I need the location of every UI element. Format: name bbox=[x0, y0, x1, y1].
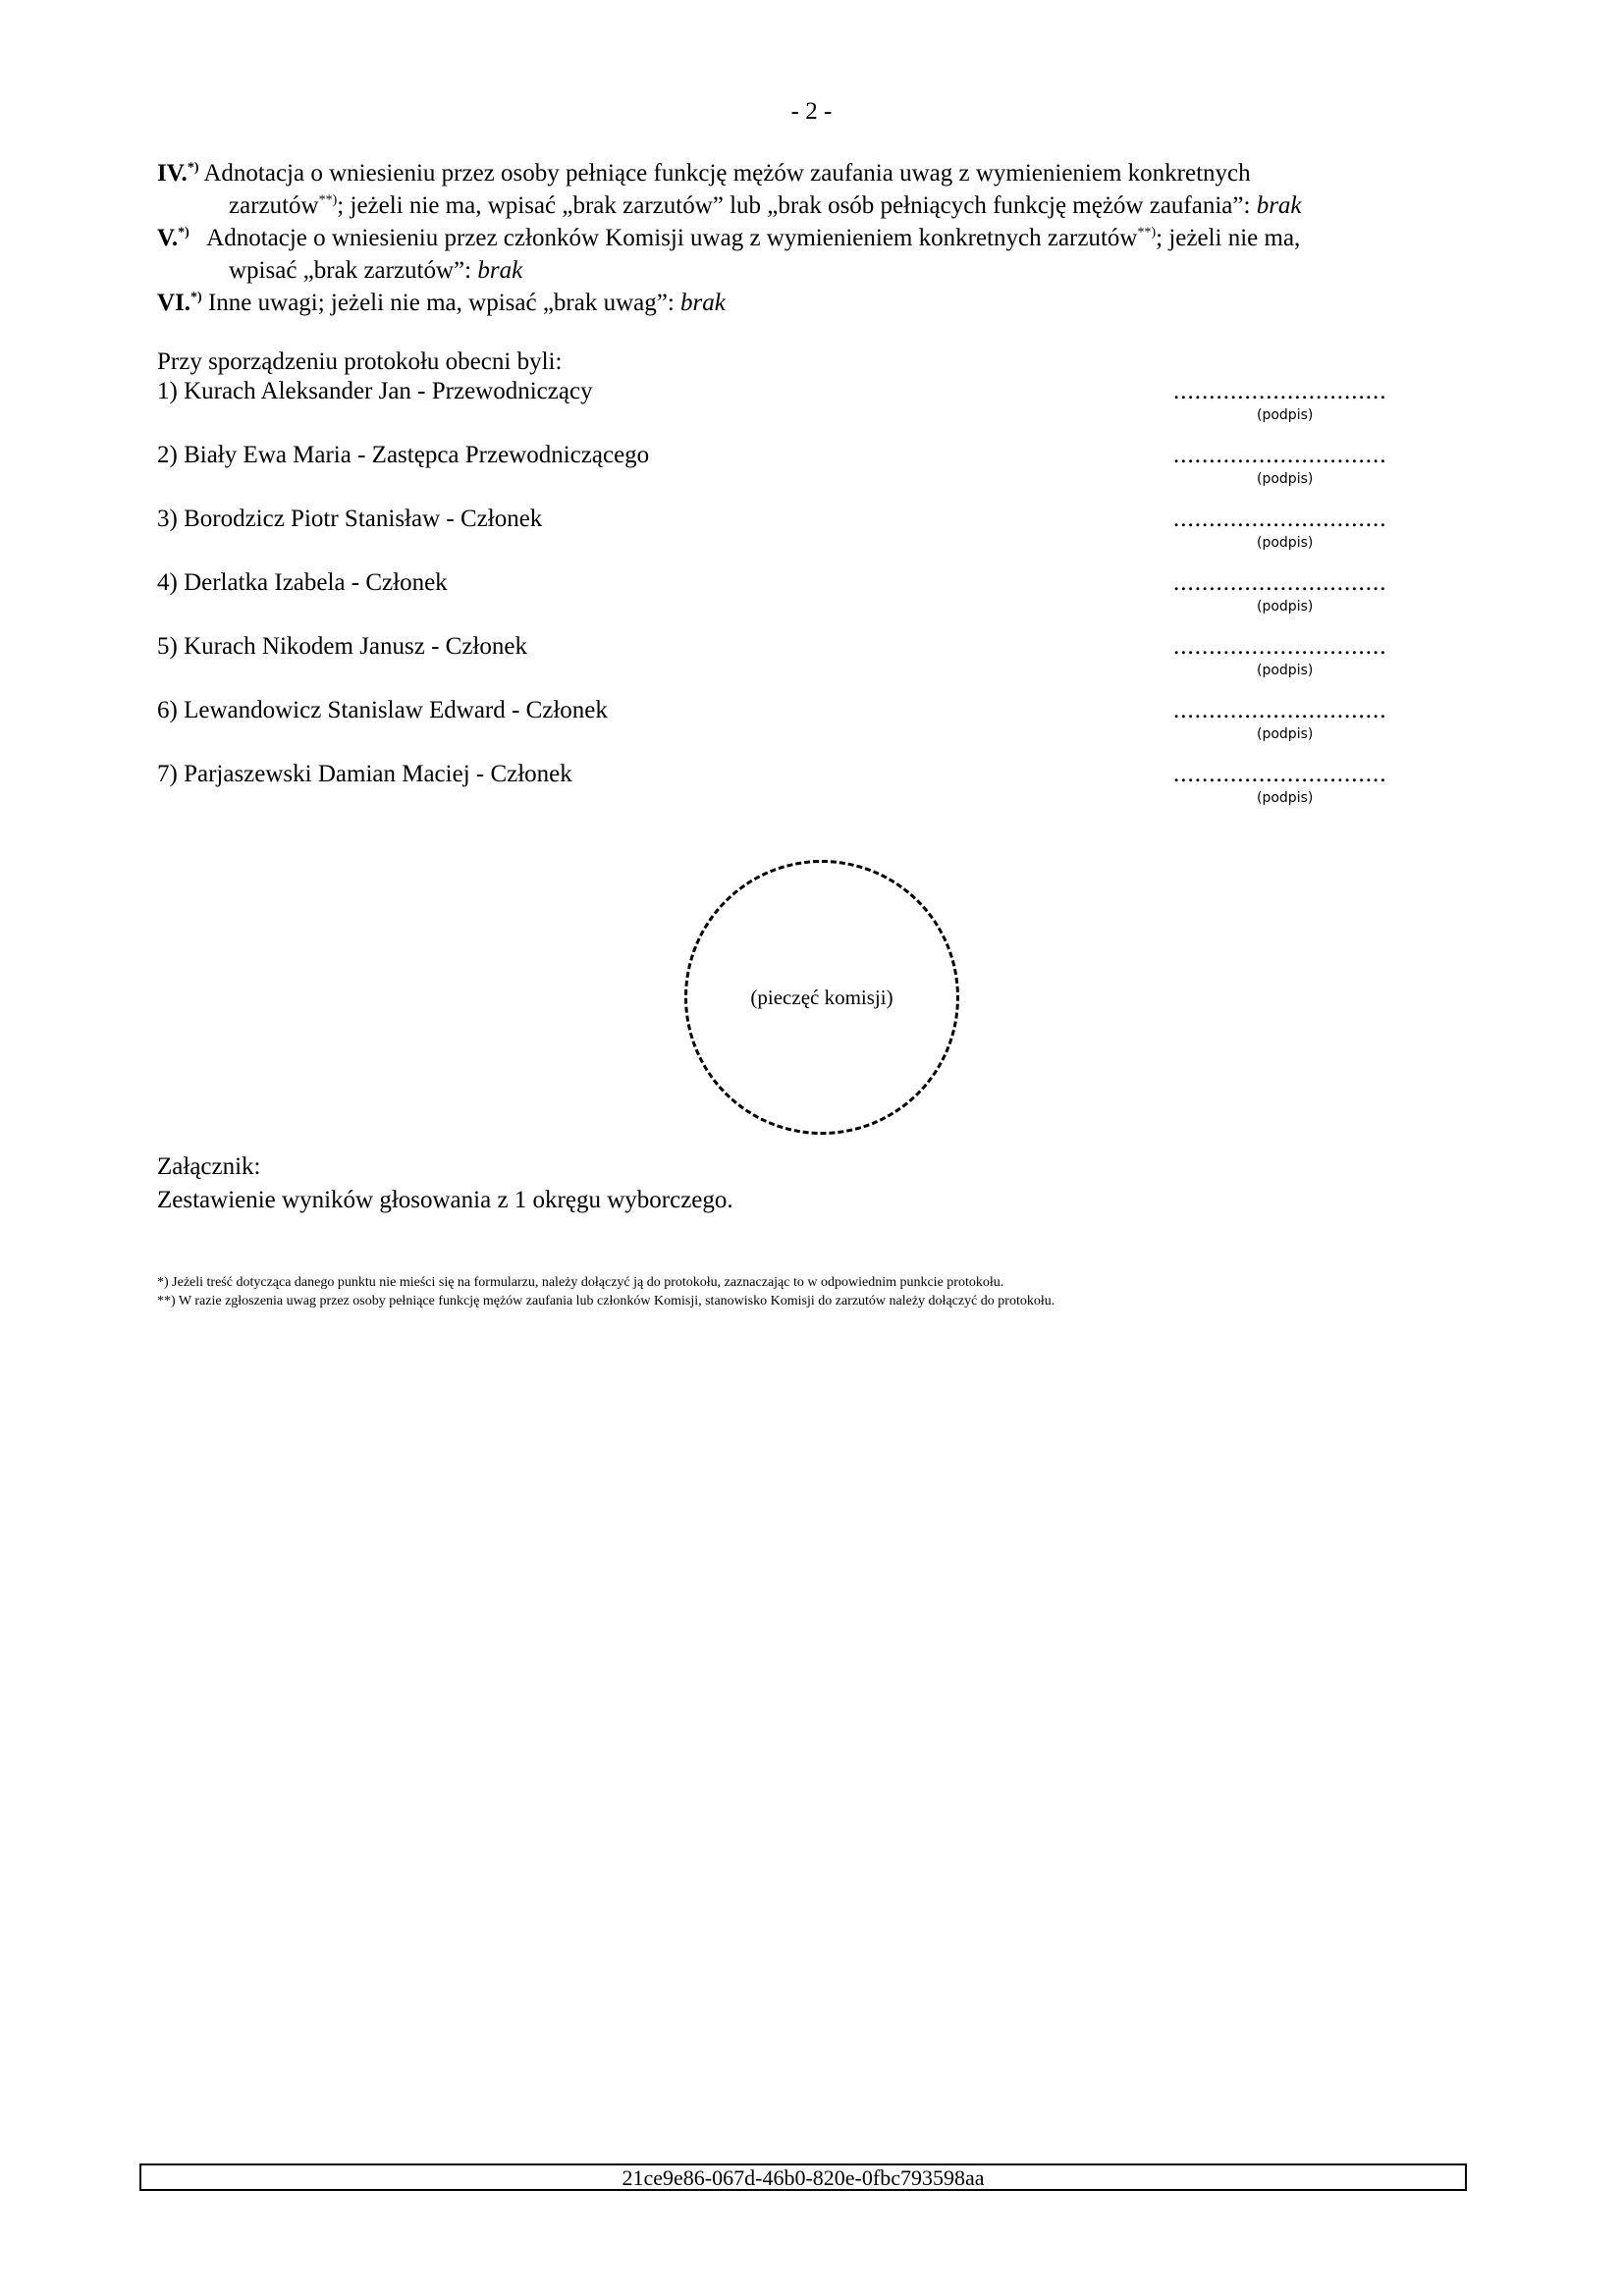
present-intro: Przy sporządzeniu protokołu obecni byli: bbox=[157, 348, 563, 375]
note-vi-marker: *) bbox=[190, 290, 202, 305]
note-vi bbox=[157, 287, 1485, 319]
note-iv-cont-pre: zarzutów bbox=[229, 192, 319, 219]
note-iv bbox=[157, 157, 1485, 222]
note-iv-answer: brak bbox=[1256, 192, 1302, 219]
signature-caption: (podpis) bbox=[1257, 599, 1314, 614]
notes-section bbox=[157, 157, 1485, 319]
member-row bbox=[157, 633, 1453, 697]
member-row bbox=[157, 442, 1453, 506]
note-vi-answer: brak bbox=[680, 290, 726, 316]
member-name: 3) Borodzicz Piotr Stanisław - Członek bbox=[157, 506, 543, 532]
signature-line: .............................. bbox=[1173, 633, 1387, 660]
note-vi-number: VI. bbox=[157, 290, 191, 316]
signature-line: .............................. bbox=[1173, 761, 1387, 787]
signature-line: .............................. bbox=[1173, 442, 1387, 468]
note-vi-text: Inne uwagi; jeżeli nie ma, wpisać „brak uwag”: bbox=[201, 290, 681, 316]
document-id-box bbox=[139, 2163, 1467, 2191]
stamp-label: (pieczęć komisji) bbox=[750, 985, 893, 1009]
page-number: - 2 - bbox=[790, 98, 833, 125]
note-iv-marker: *) bbox=[187, 160, 199, 176]
member-name: 7) Parjaszewski Damian Maciej - Członek bbox=[157, 761, 572, 787]
note-v-cont-text: wpisać „brak zarzutów”: bbox=[229, 257, 478, 284]
signature-line: .............................. bbox=[1173, 506, 1387, 532]
signature-caption: (podpis) bbox=[1257, 726, 1314, 742]
attachment-text: Zestawienie wyników głosowania z 1 okręgu wyborczego. bbox=[157, 1187, 733, 1213]
member-name: 6) Lewandowicz Stanislaw Edward - Członek bbox=[157, 697, 608, 723]
signature-caption: (podpis) bbox=[1257, 663, 1314, 678]
note-v-inner-marker: **) bbox=[1137, 225, 1157, 240]
attachment-heading: Załącznik: bbox=[157, 1153, 261, 1180]
note-v bbox=[157, 222, 1485, 287]
note-v-answer: brak bbox=[477, 257, 523, 284]
member-row bbox=[157, 378, 1453, 442]
member-name: 4) Derlatka Izabela - Członek bbox=[157, 569, 448, 596]
attachment-section bbox=[157, 1150, 733, 1217]
signature-caption: (podpis) bbox=[1257, 407, 1314, 423]
note-v-number: V. bbox=[157, 225, 179, 251]
member-row bbox=[157, 761, 1453, 825]
members-list bbox=[157, 378, 1453, 825]
signature-line: .............................. bbox=[1173, 569, 1387, 596]
footnote: **) W razie zgłoszenia uwag przez osoby pełniące funkcję mężów zaufania lub członków Komisji, stanowisko Komisji do zarzutów należy dołączyć do protokołu. bbox=[157, 1294, 1055, 1308]
member-name: 1) Kurach Aleksander Jan - Przewodniczący bbox=[157, 378, 593, 404]
signature-line: .............................. bbox=[1173, 378, 1387, 404]
footnote: *) Jeżeli treść dotycząca danego punktu nie mieści się na formularzu, należy dołączyć ją do protokołu, zaznaczając to w odpowiednim punkcie protokołu. bbox=[157, 1275, 1004, 1290]
signature-caption: (podpis) bbox=[1257, 471, 1314, 487]
member-name: 5) Kurach Nikodem Janusz - Członek bbox=[157, 633, 527, 660]
member-row bbox=[157, 569, 1453, 633]
note-v-marker: *) bbox=[178, 225, 189, 240]
member-name: 2) Biały Ewa Maria - Zastępca Przewodniczącego bbox=[157, 442, 650, 468]
note-iv-cont-text: ; jeżeli nie ma, wpisać „brak zarzutów” lub „brak osób pełniących funkcję mężów zaufania”: bbox=[337, 192, 1257, 219]
signature-caption: (podpis) bbox=[1257, 535, 1314, 551]
note-iv-cont-marker: **) bbox=[318, 192, 338, 208]
member-row bbox=[157, 697, 1453, 761]
member-row bbox=[157, 506, 1453, 569]
note-v-text-post: ; jeżeli nie ma, bbox=[1156, 225, 1301, 251]
note-iv-number: IV. bbox=[157, 160, 188, 187]
note-iv-text: Adnotacja o wniesieniu przez osoby pełniące funkcję mężów zaufania uwag z wymienieniem konkretnych bbox=[203, 160, 1251, 187]
note-v-text: Adnotacje o wniesieniu przez członków Komisji uwag z wymienieniem konkretnych zarzutów bbox=[206, 225, 1138, 251]
commission-stamp-placeholder bbox=[684, 860, 959, 1135]
document-id: 21ce9e86-067d-46b0-820e-0fbc793598aa bbox=[622, 2165, 985, 2190]
signature-caption: (podpis) bbox=[1257, 790, 1314, 806]
signature-line: .............................. bbox=[1173, 697, 1387, 723]
footnotes bbox=[157, 1273, 1055, 1310]
